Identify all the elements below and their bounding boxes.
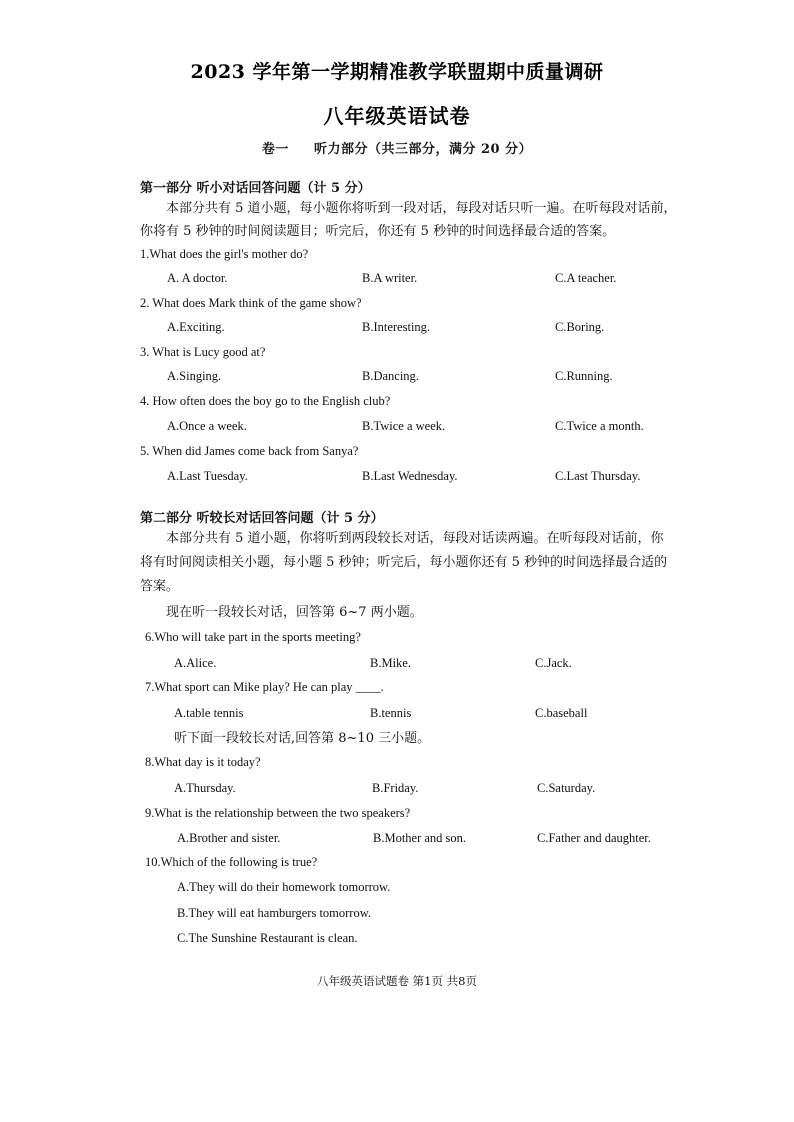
q10-option-b: B.They will eat hamburgers tomorrow. (177, 906, 372, 920)
q5-option-c: C.Last Thursday. (555, 469, 641, 483)
volume-label: 卷一 (261, 142, 289, 157)
q9-option-c: C.Father and daughter. (537, 831, 651, 845)
q5-option-b: B.Last Wednesday. (362, 469, 458, 483)
question-5: 5. When did James come back from Sanya? (140, 444, 359, 458)
question-7: 7.What sport can Mike play? He can play ____. (145, 680, 384, 694)
q1-option-a: A. A doctor. (167, 271, 228, 285)
q10-option-a: A.They will do their homework tomorrow. (177, 880, 391, 894)
q9-option-a: A.Brother and sister. (177, 831, 281, 845)
question-6: 6.Who will take part in the sports meeting? (145, 630, 361, 644)
question-10: 10.Which of the following is true? (145, 855, 318, 869)
q4-option-b: B.Twice a week. (362, 419, 446, 433)
part1-instruction-line-2: 你将有 5 秒钟的时间阅读题目；听完后，你还有 5 秒钟的时间选择最合适的答案。 (140, 224, 616, 239)
exam-title: 2023 学年第一学期精准教学联盟期中质量调研 (190, 61, 604, 83)
question-4: 4. How often does the boy go to the English club? (140, 394, 391, 408)
page-footer: 八年级英语试题卷 第1页 共8页 (317, 974, 477, 988)
part2-instruction-line-1: 本部分共有 5 道小题，你将听到两段较长对话，每段对话读两遍。在听每段对话前，你 (166, 531, 664, 546)
part1-heading: 第一部分 听小对话回答问题（计 5 分） (140, 181, 371, 196)
exam-subtitle: 八年级英语试卷 (323, 104, 471, 128)
q6-option-c: C.Jack. (535, 656, 572, 670)
q10-option-c: C.The Sunshine Restaurant is clean. (177, 931, 358, 945)
q4-option-c: C.Twice a month. (555, 419, 644, 433)
question-9: 9.What is the relationship between the two speakers? (145, 806, 411, 820)
question-1: 1.What does the girl's mother do? (140, 247, 309, 261)
q1-option-c: C.A teacher. (555, 271, 617, 285)
q7-option-b: B.tennis (370, 706, 412, 720)
volume-description: 听力部分（共三部分，满分 20 分） (313, 142, 533, 157)
question-3: 3. What is Lucy good at? (140, 345, 266, 359)
q3-option-c: C.Running. (555, 369, 613, 383)
part2-instruction-line-3: 答案。 (140, 579, 180, 594)
q6-option-a: A.Alice. (174, 656, 217, 670)
volume-line (0, 138, 794, 157)
part2-heading: 第二部分 听较长对话回答问题（计 5 分） (140, 511, 384, 526)
q3-option-b: B.Dancing. (362, 369, 419, 383)
q8-option-b: B.Friday. (372, 781, 419, 795)
q7-option-c: C.baseball (535, 706, 588, 720)
question-8: 8.What day is it today? (145, 755, 261, 769)
q5-option-a: A.Last Tuesday. (167, 469, 248, 483)
part2-instruction-line-2: 将有时间阅读相关小题，每小题 5 秒钟；听完后，每小题你还有 5 秒钟的时间选择最合适的 (140, 555, 668, 570)
q8-option-c: C.Saturday. (537, 781, 596, 795)
part2-intro-8-10: 听下面一段较长对话,回答第 8~10 三小题。 (174, 731, 431, 746)
part2-intro-6-7: 现在听一段较长对话，回答第 6~7 两小题。 (166, 605, 423, 620)
q1-option-b: B.A writer. (362, 271, 418, 285)
q6-option-b: B.Mike. (370, 656, 411, 670)
part1-instruction-line-1: 本部分共有 5 道小题，每小题你将听到一段对话，每段对话只听一遍。在听每段对话前， (166, 201, 677, 216)
q9-option-b: B.Mother and son. (373, 831, 467, 845)
q3-option-a: A.Singing. (167, 369, 222, 383)
q8-option-a: A.Thursday. (174, 781, 236, 795)
q2-option-b: B.Interesting. (362, 320, 431, 334)
q4-option-a: A.Once a week. (167, 419, 247, 433)
question-2: 2. What does Mark think of the game show? (140, 296, 362, 310)
q7-option-a: A.table tennis (174, 706, 244, 720)
q2-option-c: C.Boring. (555, 320, 605, 334)
q2-option-a: A.Exciting. (167, 320, 225, 334)
